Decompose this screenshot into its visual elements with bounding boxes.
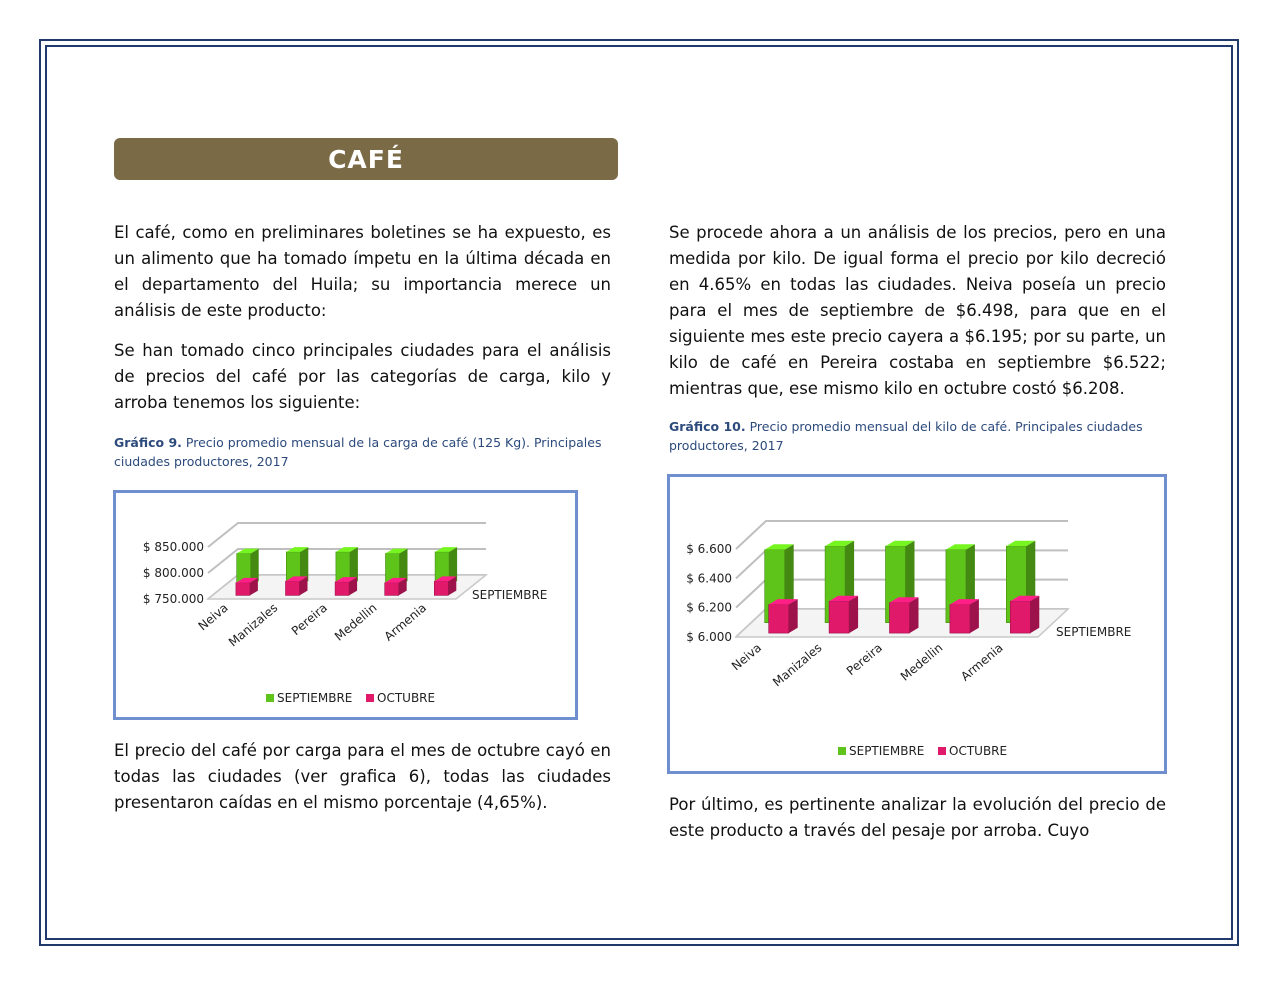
x-tick-label: Manizales xyxy=(770,640,825,690)
figure-caption xyxy=(114,433,611,471)
bar-octubre-side xyxy=(910,597,919,633)
x-tick-label: Manizales xyxy=(225,600,281,650)
caption-text: Precio promedio mensual del kilo de café. Principales ciudades productores, 2017 xyxy=(669,419,1143,453)
bar-octubre-side xyxy=(970,599,979,633)
bar-octubre xyxy=(890,603,910,634)
x-tick-label: Armenia xyxy=(958,640,1006,684)
bar-octubre xyxy=(829,601,849,633)
x-tick-label: Neiva xyxy=(195,600,231,634)
x-tick-label: Medellin xyxy=(331,600,380,644)
y-tick-label: $ 6.200 xyxy=(686,600,732,615)
bar-octubre xyxy=(950,605,970,634)
x-tick-label: Neiva xyxy=(728,640,765,674)
section-banner xyxy=(114,138,618,180)
depth-axis-label: SEPTIEMBRE xyxy=(472,588,548,602)
chart-1-frame xyxy=(113,490,578,720)
caption-label: Gráfico 9. xyxy=(114,435,182,450)
legend-label: SEPTIEMBRE xyxy=(849,744,925,758)
right-column-intro xyxy=(669,220,1166,402)
paragraph: Se procede ahora a un análisis de los precios, pero en una medida por kilo. De igual forma el precio por kilo decreció en 4.65% en todas las ciudades. Neiva poseía un precio para el mes de septiembre de $6.498, para que en el siguiente mes este precio cayera a $6.195; por su parte, un kilo de café en Pereira costaba en septiembre $6.522; mientras que, ese mismo kilo en octubre costó $6.208. xyxy=(669,223,1166,398)
y-tick-label: $ 800.000 xyxy=(142,566,204,580)
gridline xyxy=(208,523,486,547)
paragraph: Por último, es pertinente analizar la evolución del precio de este producto a través del pesaje por arroba. Cuyo xyxy=(669,795,1166,840)
bar-octubre xyxy=(1010,601,1030,633)
chart-2-frame xyxy=(667,474,1167,774)
paragraph: El precio del café por carga para el mes de octubre cayó en todas las ciudades (ver grafica 6), todas las ciudades presentaron caídas en el mismo porcentaje (4,65%). xyxy=(114,741,611,812)
legend-swatch xyxy=(366,694,374,702)
left-column-conclusion xyxy=(114,738,611,816)
bar-octubre-side xyxy=(1030,596,1039,633)
depth-axis-label: SEPTIEMBRE xyxy=(1056,625,1132,639)
figure-caption xyxy=(669,417,1166,455)
y-tick-label: $ 850.000 xyxy=(142,540,204,554)
x-tick-label: Medellin xyxy=(897,640,946,684)
paragraph: El café, como en preliminares boletines se ha expuesto, es un alimento que ha tomado ímpetu en la última década en el departamento del Huila; su importancia merece un análisis de este producto: xyxy=(114,223,611,320)
caption-label: Gráfico 10. xyxy=(669,419,746,434)
bar-octubre xyxy=(335,582,349,596)
chart-1 xyxy=(116,493,575,717)
bar-octubre xyxy=(236,583,250,596)
y-tick-label: $ 6.600 xyxy=(686,542,732,556)
caption-text: Precio promedio mensual de la carga de café (125 Kg). Principales ciudades productores, 2017 xyxy=(114,435,602,469)
legend-swatch xyxy=(266,694,274,702)
y-tick-label: $ 6.000 xyxy=(686,630,732,644)
section-title: CAFÉ xyxy=(328,144,404,174)
y-tick-label: $ 6.400 xyxy=(686,571,732,586)
x-tick-label: Armenia xyxy=(381,600,430,644)
left-column-intro xyxy=(114,220,611,416)
right-column-conclusion xyxy=(669,792,1166,844)
bar-octubre-side xyxy=(789,599,798,633)
bar-octubre xyxy=(286,581,300,595)
legend-label: SEPTIEMBRE xyxy=(277,691,353,705)
bar-octubre xyxy=(769,605,789,634)
legend-label: OCTUBRE xyxy=(949,744,1008,758)
legend-label: OCTUBRE xyxy=(377,691,436,705)
paragraph: Se han tomado cinco principales ciudades para el análisis de precios del café por las categorías de carga, kilo y arroba tenemos los siguiente: xyxy=(114,341,611,412)
bar-octubre-side xyxy=(849,596,858,633)
y-tick-label: $ 750.000 xyxy=(142,592,204,606)
bar-octubre xyxy=(385,583,399,596)
chart-2 xyxy=(670,477,1164,771)
legend-swatch xyxy=(938,747,946,755)
x-tick-label: Pereira xyxy=(843,640,885,679)
bar-octubre xyxy=(434,581,448,595)
legend-swatch xyxy=(838,747,846,755)
x-tick-label: Pereira xyxy=(288,600,330,639)
